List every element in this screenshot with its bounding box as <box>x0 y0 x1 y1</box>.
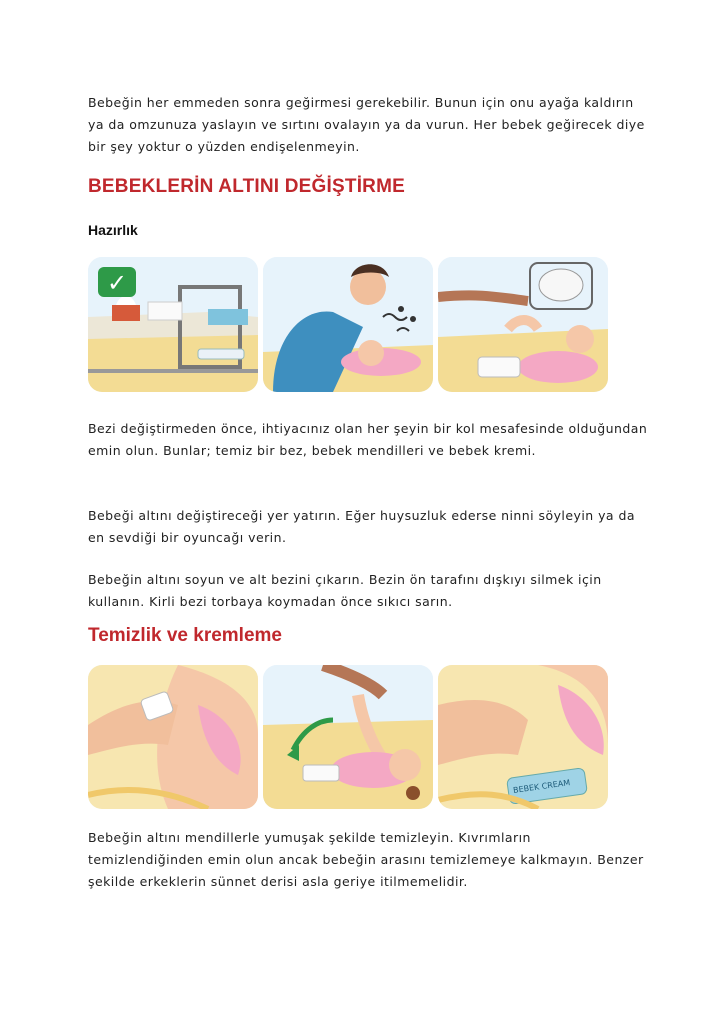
subsection-preparation: Hazırlık <box>88 222 138 238</box>
prep-paragraph-2: Bebeği altını değiştireceği yer yatırın. Eğer huysuzluk ederse ninni söyleyin ya da en sevdiği bir oyuncağı verin. <box>88 508 635 545</box>
cream-tube-label: BEBEK CREAM <box>512 778 571 795</box>
cleaning-image-cream <box>438 665 608 809</box>
cleaning-paragraph: Bebeğin altını mendillerle yumuşak şekilde temizleyin. Kıvrımların temizlendiğinden emin olun ancak bebeğin arasını temizlemeye kalkmayın. Benzer şekilde erkeklerin sünnet derisi asla geriye itilmemelidir. <box>88 830 644 889</box>
subsection-cleaning: Temizlik ve kremleme <box>88 625 282 646</box>
preparation-image-diaper <box>438 257 608 392</box>
preparation-image-father <box>263 257 433 392</box>
lift-legs-illustration <box>263 665 433 809</box>
prep-paragraph-1: Bezi değiştirmeden önce, ihtiyacınız olan her şeyin bir kol mesafesinde olduğundan emin olun. Bunlar; temiz bir bez, bebek mendilleri ve bebek kremi. <box>88 421 648 458</box>
cleaning-illustrations <box>88 665 608 809</box>
diaper-change-illustration <box>438 257 608 392</box>
cleaning-image-lift <box>263 665 433 809</box>
prep-paragraph-3: Bebeğin altını soyun ve alt bezini çıkarın. Bezin ön tarafını dışkıyı silmek için kullanın. Kirli bezi torbaya koymadan önce sıkıcı sarın. <box>88 572 602 609</box>
wipe-illustration <box>88 665 258 809</box>
cream-illustration <box>438 665 608 809</box>
supplies-illustration <box>88 257 258 392</box>
checkmark-icon: ✓ <box>106 269 128 297</box>
intro-paragraph: Bebeğin her emmeden sonra geğirmesi gerekebilir. Bunun için onu ayağa kaldırın ya da omzunuza yaslayın ve sırtını ovalayın ya da vurun. Her bebek geğirecek diye bir şey yoktur o yüzden endişelenmeyin. <box>88 95 645 154</box>
cleaning-image-wipe <box>88 665 258 809</box>
preparation-image-supplies <box>88 257 258 392</box>
preparation-illustrations <box>88 257 608 392</box>
section-title: BEBEKLERİN ALTINI DEĞİŞTİRME <box>88 176 405 197</box>
father-baby-illustration <box>263 257 433 392</box>
